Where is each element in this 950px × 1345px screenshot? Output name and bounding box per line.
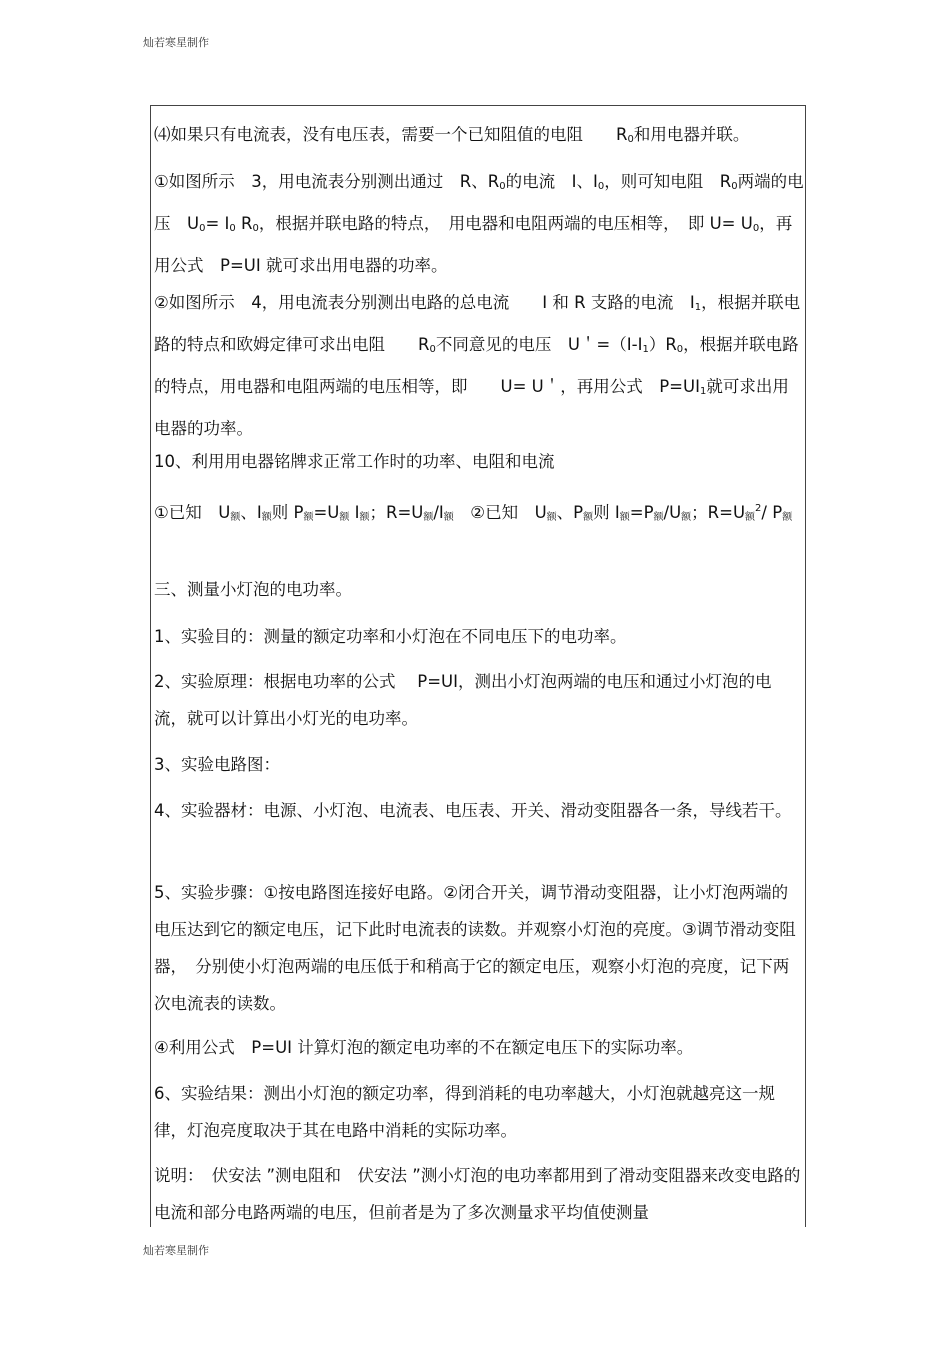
paragraph-procedure: 5、实验步骤：①按电路图连接好电路。②闭合开关，调节滑动变阻器，让小灯泡两端的电压达到它的额定电压，记下此时电流表的读数。并观察小灯泡的亮度。③调节滑动变阻器， 分别使小灯泡两端的电压低于和稍高于它的额定电压，观察小灯泡的亮度，记下两次电流表的读数。 <box>154 883 796 1013</box>
paragraph-figure-4: ②如图所示 4，用电流表分别测出电路的总电流 I 和 R 支路的电流 $I_1$，根据并联电路的特点和欧姆定律可求出电阻 $R_0$不同意见的电压 U＇$=(I-I_1)R_0$，根据并联电路的特点，用电器和电阻两端的电压相等，即 U= U＇，再用公式 $P=UI_1$就可求出用电器的功率。 <box>154 293 801 438</box>
paragraph-note: 说明： 伏安法 ”测电阻和 伏安法 ”测小灯泡的电功率都用到了滑动变阻器来改变电路的电流和部分电路两端的电压，但前者是为了多次测量求平均值使测量 <box>154 1166 801 1222</box>
paragraph-rated-formulas: ①已知 $U_额$、$I_额$则 $P_额=U_额$ $I_额$；$R=U_额/I_额$ ②已知 $U_额$、$P_额$则 $I_额=P_额/U_额$；$R=U_额^2/$ $P_额$ <box>154 503 793 523</box>
paragraph-nameplate-heading: 10、利用用电器铭牌求正常工作时的功率、电阻和电流 <box>154 452 555 471</box>
paragraph-experiment-principle: 2、实验原理：根据电功率的公式 P=UI，测出小灯泡两端的电压和通过小灯泡的电流，就可以计算出小灯光的电功率。 <box>154 672 772 728</box>
paragraph-circuit-diagram: 3、实验电路图： <box>154 755 280 774</box>
paragraph-experiment-purpose: 1、实验目的：测量的额定功率和小灯泡在不同电压下的电功率。 <box>154 627 627 646</box>
paragraph-ammeter-only: ⑷如果只有电流表，没有电压表，需要一个已知阻值的电阻 $R_0$和用电器并联。 <box>154 125 750 145</box>
paragraph-equipment: 4、实验器材：电源、小灯泡、电流表、电压表、开关、滑动变阻器各一条，导线若干。 <box>154 801 792 820</box>
section-heading-measure-bulb: 三、测量小灯泡的电功率。 <box>154 580 352 599</box>
footer-note: 灿若寒星制作 <box>143 1244 209 1257</box>
paragraph-figure-3: ①如图所示 3，用电流表分别测出通过 R、$R_0$的电流 I、$I_0$，则可知电阻 $R_0$两端的电压 $U_0= I_0$ $R_0$，根据并联电路的特点， 用电器和电阻两端的电压相等， 即 $U= U_0$，再用公式 P=UI 就可求出用电器的功率。 <box>154 172 804 275</box>
paragraph-result: 6、实验结果：测出小灯泡的额定功率，得到消耗的电功率越大，小灯泡就越亮这一规律，灯泡亮度取决于其在电路中消耗的实际功率。 <box>154 1084 775 1140</box>
content-box <box>150 105 806 1227</box>
header-note: 灿若寒星制作 <box>143 36 209 49</box>
paragraph-formula-step: ④利用公式 P=UI 计算灯泡的额定电功率的不在额定电压下的实际功率。 <box>154 1038 694 1057</box>
